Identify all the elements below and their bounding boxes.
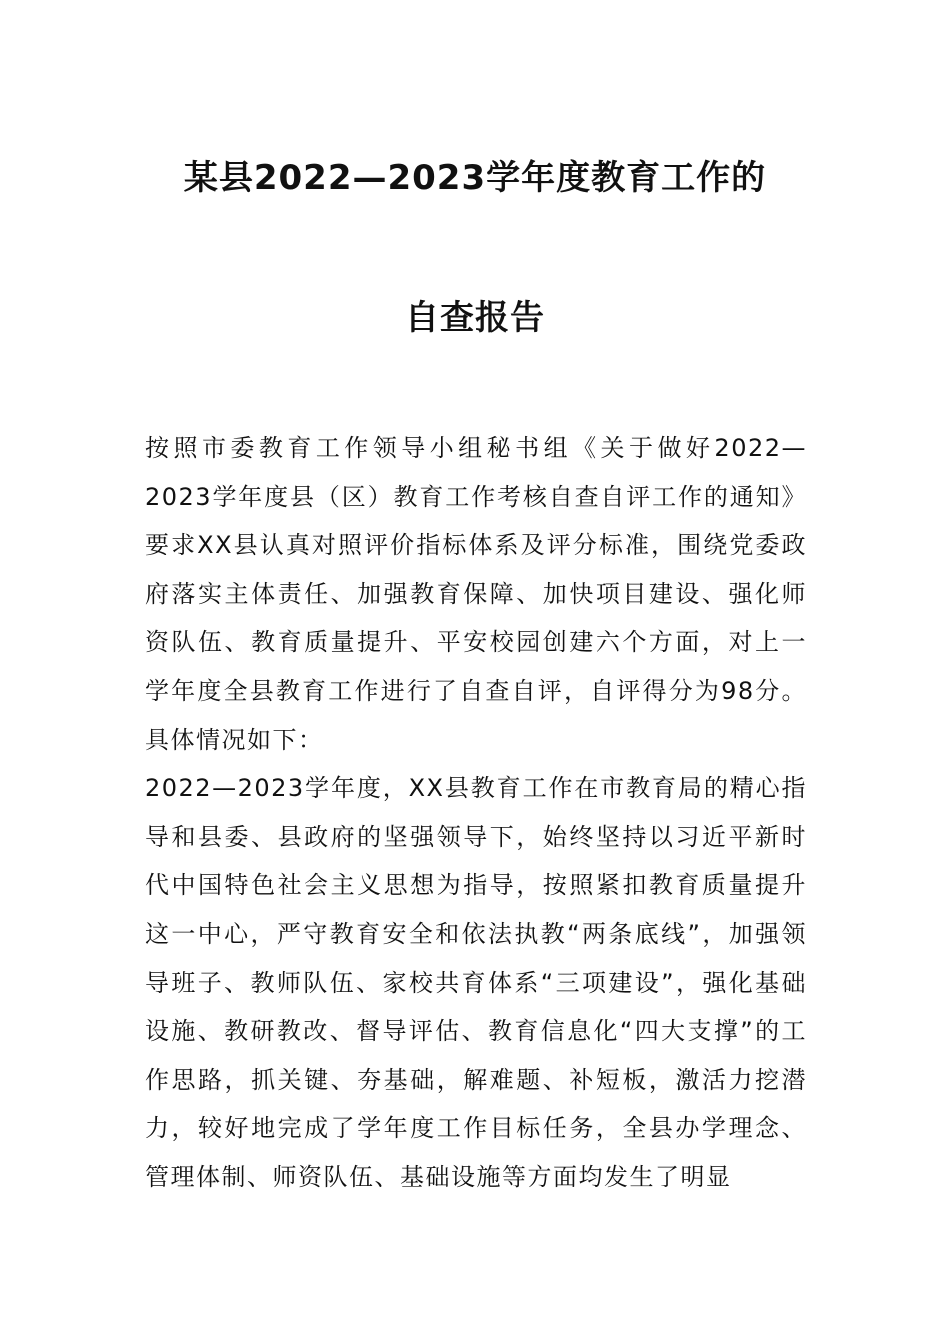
document-body — [145, 424, 807, 1202]
paragraph-intro: 按照市委教育工作领导小组秘书组《关于做好2022—2023学年度县（区）教育工作考核自查自评工作的通知》要求XX县认真对照评价指标体系及评分标准，围绕党委政府落实主体责任、加强教育保障、加快项目建设、强化师资队伍、教育质量提升、平安校园创建六个方面，对上一学年度全县教育工作进行了自查自评，自评得分为98分。具体情况如下： — [145, 434, 807, 754]
paragraph-overview: 2022—2023学年度，XX县教育工作在市教育局的精心指导和县委、县政府的坚强领导下，始终坚持以习近平新时代中国特色社会主义思想为指导，按照紧扣教育质量提升这一中心，严守教育安全和依法执教“两条底线”，加强领导班子、教师队伍、家校共育体系“三项建设”，强化基础设施、教研教改、督导评估、教育信息化“四大支撑”的工作思路，抓关键、夯基础，解难题、补短板，激活力挖潜力，较好地完成了学年度工作目标任务，全县办学理念、管理体制、师资队伍、基础设施等方面均发生了明显 — [145, 774, 807, 1191]
document-subtitle: 自查报告 — [405, 298, 545, 338]
document-title: 某县2022—2023学年度教育工作的 — [183, 158, 767, 198]
